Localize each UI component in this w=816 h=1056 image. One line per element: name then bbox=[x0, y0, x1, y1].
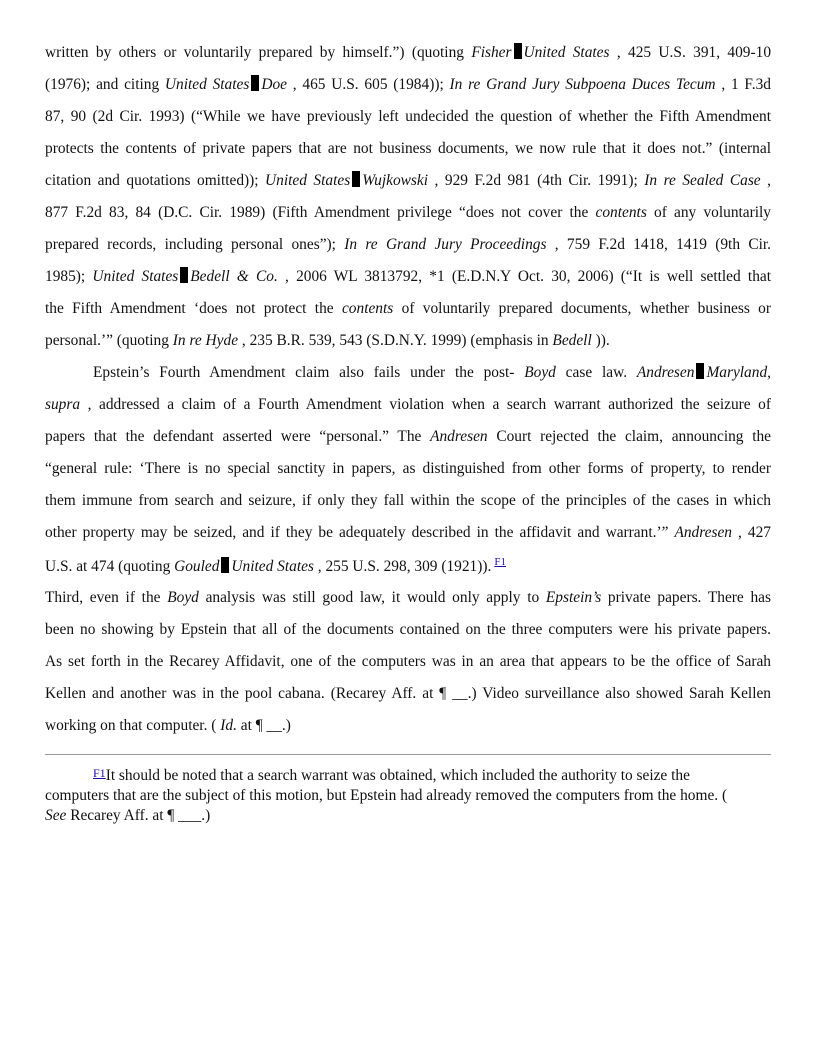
text-line-12: supra , addressed a claim of a Fourth Amendment violation when a search warrant authorized the seizure of bbox=[45, 396, 771, 413]
text-line-3: 87, 90 (2d Cir. 1993) (“While we have previously left undecided the question of whether the Fifth Amendment bbox=[45, 108, 771, 125]
text-line-14: “general rule: ‘There is no special sanctity in papers, as distinguished from other forms of property, to render bbox=[45, 460, 771, 477]
text-line-21: Kellen and another was in the pool cabana. (Recarey Aff. at ¶ __.) Video surveillance also showed Sarah Kellen bbox=[45, 685, 771, 702]
text-line-8: 1985); United States Bedell & Co. , 2006 WL 3813792, *1 (E.D.N.Y Oct. 30, 2006) (“It is well settled that bbox=[45, 268, 771, 285]
text-line-1: written by others or voluntarily prepared by himself.”) (quoting Fisher United States , 425 U.S. 391, 409-10 bbox=[45, 44, 772, 61]
text-line-15: them immune from search and seizure, if only they fall within the scope of the principles of the cases in which bbox=[45, 492, 771, 509]
text-line-6: 877 F.2d 83, 84 (D.C. Cir. 1989) (Fifth Amendment privilege “does not cover the contents of any voluntarily bbox=[45, 204, 771, 221]
redaction-mark bbox=[514, 43, 522, 59]
redaction-mark bbox=[180, 267, 188, 283]
footnote-line-2: computers that are the subject of this motion, but Epstein had already removed the computers from the home. ( bbox=[45, 787, 728, 804]
footnote-section bbox=[45, 766, 771, 826]
footnote-line-1: $^{F1}$It should be noted that a search warrant was obtained, which included the authority to seize the bbox=[93, 766, 690, 784]
text-line-7: prepared records, including personal ones”); In re Grand Jury Proceedings , 759 F.2d 1418, 1419 (9th Cir. bbox=[45, 236, 772, 253]
redaction-mark bbox=[696, 363, 704, 379]
text-line-20: As set forth in the Recarey Affidavit, one of the computers was in an area that appears to be the office of Sarah bbox=[45, 653, 771, 670]
text-line-11: Epstein’s Fourth Amendment claim also fails under the post- Boyd case law. Andresen Maryland, bbox=[93, 364, 771, 381]
redaction-mark bbox=[352, 171, 360, 187]
footnote-divider bbox=[45, 754, 771, 755]
text-line-13: papers that the defendant asserted were “personal.” The Andresen Court rejected the claim, announcing the bbox=[45, 428, 771, 445]
text-line-17: U.S. at 474 (quoting Gouled United States , 255 U.S. 298, 309 (1921)). $^{F1}$ bbox=[45, 556, 506, 575]
text-line-2: (1976); and citing United States Doe , 465 U.S. 605 (1984)); In re Grand Jury Subpoena Duces Tecum , 1 F.3d bbox=[45, 76, 771, 93]
text-line-18: Third, even if the Boyd analysis was still good law, it would only apply to Epstein’s private papers. There has bbox=[45, 589, 771, 606]
text-line-10: personal.’” (quoting In re Hyde , 235 B.R. 539, 543 (S.D.N.Y. 1999) (emphasis in Bedell )). bbox=[45, 332, 610, 349]
text-line-5: citation and quotations omitted)); United States Wujkowski , 929 F.2d 981 (4th Cir. 1991); In re Sealed Case , bbox=[45, 172, 771, 189]
footnote-mark-f1[interactable]: F1 bbox=[93, 766, 106, 780]
text-line-22: working on that computer. ( Id. at ¶ __.) bbox=[45, 717, 291, 734]
text-line-9: the Fifth Amendment ‘does not protect the contents of voluntarily prepared documents, whether business or bbox=[45, 300, 771, 317]
redaction-mark bbox=[221, 557, 229, 573]
redaction-mark bbox=[251, 75, 259, 91]
footnote-line-3: See Recarey Aff. at ¶ ___.) bbox=[45, 807, 211, 824]
text-line-16: other property may be seized, and if they be adequately described in the affidavit and warrant.’” Andresen , 427 bbox=[45, 524, 771, 541]
document-body bbox=[45, 37, 771, 742]
text-line-19: been no showing by Epstein that all of the documents contained on the three computers were his private papers. bbox=[45, 621, 771, 638]
footnote-link-f1[interactable]: F1 bbox=[494, 556, 506, 568]
text-line-4: protects the contents of private papers that are not business documents, we now rule that it does not.” (internal bbox=[45, 140, 771, 157]
